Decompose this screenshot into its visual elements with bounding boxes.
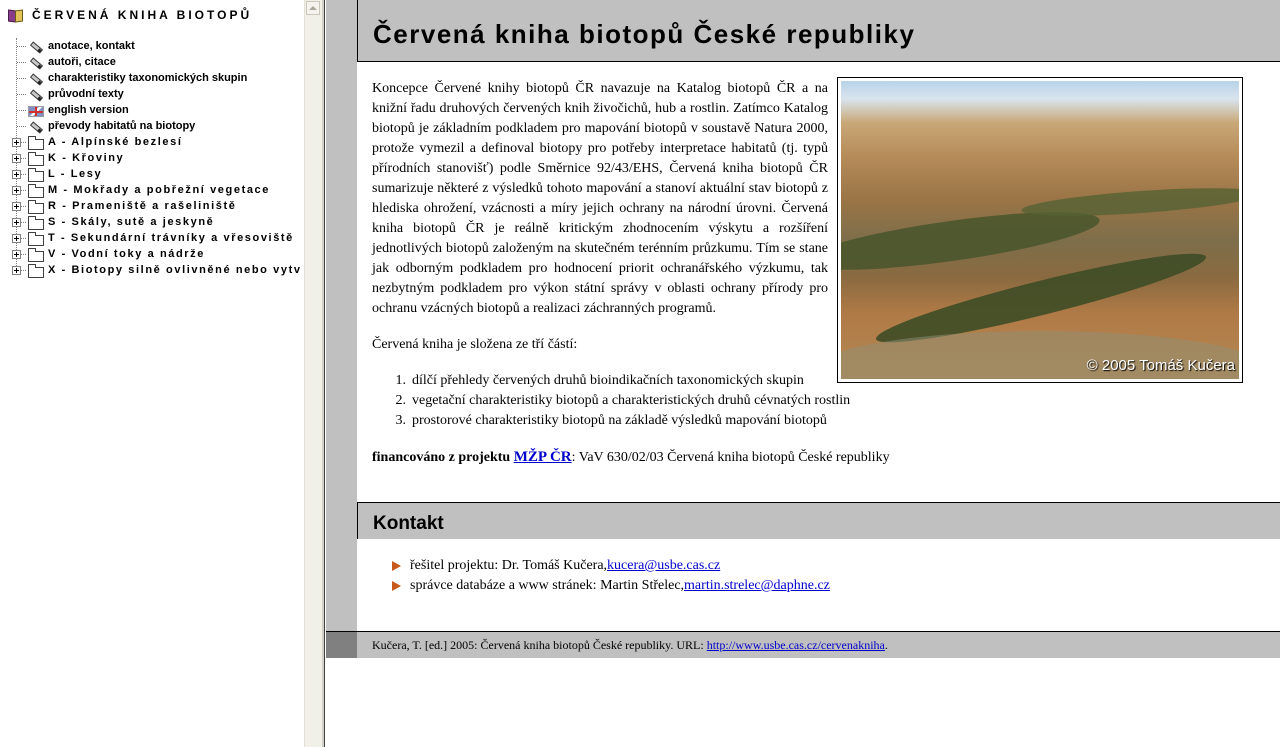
expand-icon[interactable]	[12, 266, 21, 275]
folder-label[interactable]: T - Sekundární trávníky a vřesoviště	[48, 232, 294, 244]
kontakt-heading: Kontakt	[373, 513, 444, 534]
left-gutter	[326, 0, 357, 631]
expand-icon[interactable]	[12, 234, 21, 243]
footer-bar	[326, 631, 1280, 658]
pencil-icon	[27, 55, 43, 69]
folder-l[interactable]	[0, 166, 304, 182]
sidebar-item-label[interactable]: anotace, kontakt	[48, 40, 135, 52]
expand-icon[interactable]	[12, 250, 21, 259]
folder-icon	[27, 151, 43, 165]
expand-icon[interactable]	[12, 138, 21, 147]
triangle-bullet-icon	[392, 581, 401, 591]
parts-intro: Červená kniha je složena ze tří částí:	[372, 337, 578, 352]
sidebar-item-autori[interactable]	[0, 54, 304, 70]
sidebar-item-label[interactable]: english version	[48, 104, 129, 116]
tree-root-title: ČERVENÁ KNIHA BIOTOPŮ	[32, 8, 253, 22]
contact-list	[392, 556, 830, 596]
folder-a[interactable]	[0, 134, 304, 150]
folder-icon	[27, 135, 43, 149]
folder-icon	[27, 247, 43, 261]
list-item: 1. dílčí přehledy červených druhů bioindikačních taxonomických skupin	[395, 373, 804, 388]
pencil-icon	[27, 87, 43, 101]
expand-icon[interactable]	[12, 186, 21, 195]
book-icon	[7, 8, 23, 22]
intro-paragraph: Koncepce Červené knihy biotopů ČR navazuje na Katalog biotopů ČR a na knižní řadu druhových červených knih živočichů, hub a rostlin. Zatímco Katalog biotopů je základním podkladem pro mapování biotopů v soustavě Natura 2000, protože vymezil a definoval biotopy pro potřeby interpretace habitatů (tj. typů přírodních stanovišť) podle Směrnice 92/43/EHS, Červená kniha biotopů ČR sumarizuje některé z výsledků tohoto mapování a stanoví aktuální stav biotopů z hlediska ohrožení, vzácnosti a míry jejich ochrany na národní úrovni. Červená kniha biotopů ČR je reálně kritickým zhodnocením výskytu a rozšíření jednotlivých biotopů založeným na skutečném terénním průzkumu. Tím se stane jak odborným podkladem pro hodnocení priorit ochranářského výzkumu, tak nezbytným podkladem pro výkon státní správy v oblasti ochrany přírody pro ochranu vzácných biotopů a realizaci záchranných programů.	[372, 81, 828, 316]
triangle-bullet-icon	[392, 561, 401, 571]
pencil-icon	[27, 119, 43, 133]
main-frame	[326, 0, 1280, 747]
folder-icon	[27, 167, 43, 181]
folder-k[interactable]	[0, 150, 304, 166]
folder-m[interactable]	[0, 182, 304, 198]
title-bar	[357, 0, 1280, 62]
folder-icon	[27, 183, 43, 197]
folder-s[interactable]	[0, 214, 304, 230]
folder-v[interactable]	[0, 246, 304, 262]
folder-label[interactable]: M - Mokřady a pobřežní vegetace	[48, 184, 270, 196]
content-area	[372, 79, 1262, 468]
folder-x[interactable]	[0, 262, 304, 278]
sidebar-item-anotace[interactable]	[0, 38, 304, 54]
expand-icon[interactable]	[12, 202, 21, 211]
folder-icon	[27, 231, 43, 245]
sidebar-item-label[interactable]: charakteristiky taxonomických skupin	[48, 72, 248, 84]
funding-line	[372, 447, 1262, 468]
contact-item: řešitel projektu: Dr. Tomáš Kučera, kucera@usbe.cas.cz	[392, 556, 830, 576]
scroll-up-button[interactable]	[306, 1, 320, 15]
expand-icon[interactable]	[12, 170, 21, 179]
sidebar-scrollbar[interactable]	[304, 0, 322, 747]
folder-t[interactable]	[0, 230, 304, 246]
sidebar-item-prevody[interactable]	[0, 118, 304, 134]
folder-icon	[27, 263, 43, 277]
photo-copyright: © 2005 Tomáš Kučera	[1086, 357, 1235, 374]
mzp-link[interactable]: MŽP ČR	[513, 449, 572, 465]
folder-icon	[27, 215, 43, 229]
email-link[interactable]: kucera@usbe.cas.cz	[607, 558, 721, 573]
kontakt-bar	[357, 502, 1280, 539]
tree-root[interactable]	[7, 6, 252, 24]
footer-citation: Kučera, T. [ed.] 2005: Červená kniha biotopů České republiky. URL: http://www.usbe.cas.cz/cervenakniha.	[372, 638, 888, 652]
list-item: 3. prostorové charakteristiky biotopů na základě výsledků mapování biotopů	[395, 413, 827, 428]
uk-flag-icon	[27, 103, 43, 117]
contact-item: správce databáze a www stránek: Martin Střelec, martin.strelec@daphne.cz	[392, 576, 830, 596]
list-item: 2. vegetační charakteristiky biotopů a charakteristických druhů cévnatých rostlin	[395, 393, 851, 408]
arrow-up-icon	[309, 6, 317, 10]
landscape-photo	[841, 81, 1239, 379]
folder-r[interactable]	[0, 198, 304, 214]
expand-icon[interactable]	[12, 154, 21, 163]
folder-icon	[27, 199, 43, 213]
sidebar-item-pruvodni-texty[interactable]	[0, 86, 304, 102]
sidebar-frame	[0, 0, 304, 747]
funding-text: : VaV 630/02/03 Červená kniha biotopů České republiky	[571, 450, 890, 465]
sidebar-item-label[interactable]: autoři, citace	[48, 56, 116, 68]
folder-label[interactable]: X - Biotopy silně ovlivněné nebo vytv	[48, 264, 302, 276]
sidebar-item-english-version[interactable]	[0, 102, 304, 118]
sidebar-item-label[interactable]: průvodní texty	[48, 88, 124, 100]
page-title: Červená kniha biotopů České republiky	[373, 19, 916, 49]
funding-label: financováno z projektu	[372, 450, 511, 465]
pencil-icon	[27, 39, 43, 53]
footer-gutter	[326, 632, 357, 658]
footer-url-link[interactable]: http://www.usbe.cas.cz/cervenakniha	[706, 638, 885, 652]
folder-label[interactable]: A - Alpínské bezlesí	[48, 136, 183, 148]
expand-icon[interactable]	[12, 218, 21, 227]
folder-label[interactable]: L - Lesy	[48, 168, 103, 180]
sidebar-item-charakteristiky[interactable]	[0, 70, 304, 86]
frame-divider[interactable]	[322, 0, 325, 747]
nav-tree	[0, 38, 304, 278]
folder-label[interactable]: R - Prameniště a rašeliniště	[48, 200, 237, 212]
email-link[interactable]: martin.strelec@daphne.cz	[684, 578, 830, 593]
folder-label[interactable]: V - Vodní toky a nádrže	[48, 248, 206, 260]
folder-label[interactable]: K - Křoviny	[48, 152, 125, 164]
folder-label[interactable]: S - Skály, sutě a jeskyně	[48, 216, 215, 228]
sidebar-item-label[interactable]: převody habitatů na biotopy	[48, 120, 196, 132]
pencil-icon	[27, 71, 43, 85]
landscape-photo-frame	[837, 77, 1243, 383]
